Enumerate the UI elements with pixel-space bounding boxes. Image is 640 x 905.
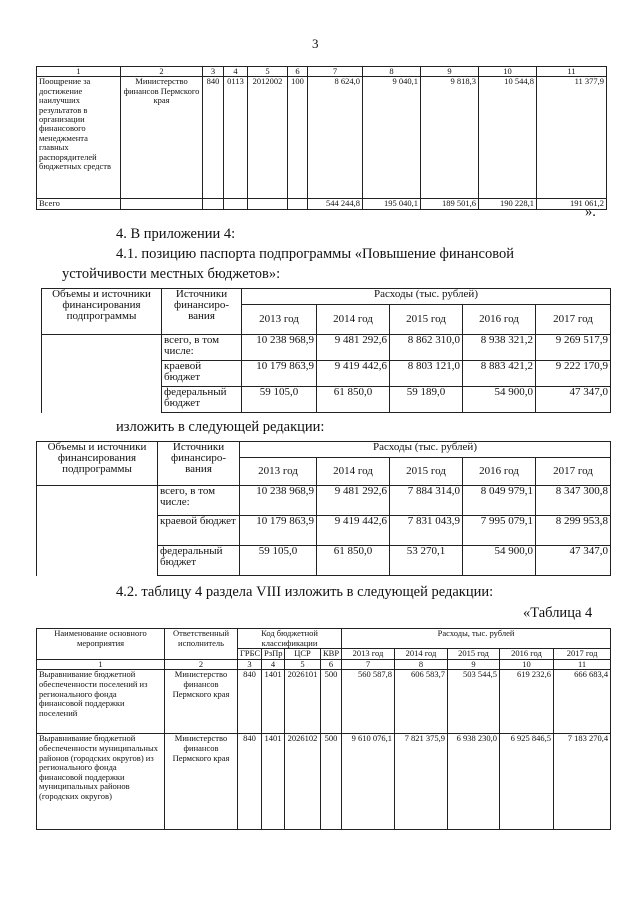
item-4-1-line2: устойчивости местных бюджетов»: xyxy=(62,266,281,282)
page-number: 3 xyxy=(312,36,319,51)
h-expenses: Расходы, тыс. рублей xyxy=(342,629,611,649)
volumes-label: Объемы и источники финансирования подпрограммы xyxy=(37,442,158,486)
row-executor: Министерство финансов Пермского края xyxy=(121,77,203,199)
volumes-label: Объемы и источники финансирования подпрограммы xyxy=(42,289,162,335)
h-executor: Ответственный исполнитель xyxy=(165,629,238,660)
table-row: Выравнивание бюджетной обеспеченности поселений из регионального фонда финансовой поддержки поселений Министерство финансов Пермского края 840 1401 2026101 500 560 587,8 606 583,7 503 544,5 619 232,6 666 683,4 xyxy=(37,670,611,734)
table-row: федеральный бюджет 59 105,0 61 850,0 53 270,1 54 900,0 47 347,0 xyxy=(37,546,611,576)
sources-label: Источники финансиро-вания xyxy=(158,442,240,486)
table-row: федеральный бюджет 59 105,0 61 850,0 59 189,0 54 900,0 47 347,0 xyxy=(42,387,611,413)
table-row: Поощрение за достижение наилучших результатов в организации финансового менеджмента главных распорядителей бюджетных средств Министерство финансов Пермского края 840 0113 2012002 100 8 624,0 9 040,1 9 818,3 10 544,8 11 377,9 xyxy=(37,77,607,199)
table-row: всего, в том числе: 10 238 968,9 9 481 292,6 7 884 314,0 8 049 979,1 8 347 300,8 xyxy=(37,486,611,516)
total-row: Всего 544 244,8 195 040,1 189 501,6 190 228,1 191 061,2 xyxy=(37,199,607,209)
table-row: краевой бюджет 10 179 863,9 9 419 442,6 8 803 121,0 8 883 421,2 9 222 170,9 xyxy=(42,361,611,387)
table4-label: «Таблица 4 xyxy=(523,605,593,621)
h-name: Наименование основного мероприятия xyxy=(37,629,165,660)
expenses-header: Расходы (тыс. рублей) xyxy=(240,442,611,458)
expenses-table-continuation xyxy=(36,66,607,210)
item-4-1-line1: 4.1. позицию паспорта подпрограммы «Повышение финансовой xyxy=(116,246,514,262)
row-name: Поощрение за достижение наилучших результатов в организации финансового менеджмента главных распорядителей бюджетных средств xyxy=(37,77,121,199)
table-header-numbers: 1 2 3 4 5 6 7 8 9 10 11 xyxy=(37,67,607,77)
table-row: Выравнивание бюджетной обеспеченности муниципальных районов (городских округов) из регионального фонда финансовой поддержки муниципальных районов (городских округов) Министерство финансов Пермского края 840 1401 2026102 500 9 610 076,1 7 821 375,9 6 938 230,0 6 925 846,5 7 183 270,4 xyxy=(37,734,611,830)
passport-table-new: Объемы и источники финансирования подпрограммы Источники финансиро-вания Расходы (тыс. рублей) 2013 год 2014 год 2015 год 2016 год 2017 год всего, в том числе: 10 238 968,9 9 481 292,6 7 884 314,0 8 049 979,1 8 347 300,8 краевой бюджет 10 179 863,9 9 419 442,6 7 831 043,9 7 995 079,1 8 299 953,8 федеральный бюджет 59 105,0 61 850,0 53 270,1 54 900,0 47 347,0 xyxy=(36,441,611,576)
table-4: Наименование основного мероприятия Ответственный исполнитель Код бюджетной классификации Расходы, тыс. рублей ГРБС РзПр ЦСР КВР 2013 год 2014 год 2015 год 2016 год 2017 год 1 2 3 4 5 6 7 8 9 10 11 Выравнивание бюджетной обеспеченности поселений из регионального фонда финансовой поддержки поселений Министерство финансов Пермского края 840 1401 2026101 500 560 587,8 606 583,7 503 544,5 619 232,6 666 683,4 Выравнивание бюджетной обеспеченности муниципальных районов (городских округов) из регионального фонда финансовой поддержки муниципальных районов (городских округов) Министерство финансов Пермского края 840 1401 2026102 500 9 610 076,1 7 821 375,9 6 938 230,0 6 925 846,5 7 183 270,4 xyxy=(36,628,611,830)
state-text: изложить в следующей редакции: xyxy=(116,419,325,435)
table-row: всего, в том числе: 10 238 968,9 9 481 292,6 8 862 310,0 8 938 321,2 9 269 517,9 xyxy=(42,335,611,361)
passport-table-old: Объемы и источники финансирования подпрограммы Источники финансиро-вания Расходы (тыс. рублей) 2013 год 2014 год 2015 год 2016 год 2017 год всего, в том числе: 10 238 968,9 9 481 292,6 8 862 310,0 8 938 321,2 9 269 517,9 краевой бюджет 10 179 863,9 9 419 442,6 8 803 121,0 8 883 421,2 9 222 170,9 федеральный бюджет 59 105,0 61 850,0 59 189,0 54 900,0 47 347,0 xyxy=(41,288,611,413)
sources-label: Источники финансиро-вания xyxy=(162,289,242,335)
table-row: краевой бюджет 10 179 863,9 9 419 442,6 7 831 043,9 7 995 079,1 8 299 953,8 xyxy=(37,516,611,546)
table-header-numbers: 1 2 3 4 5 6 7 8 9 10 11 xyxy=(37,659,611,670)
closing-quote: ». xyxy=(585,204,596,220)
expenses-header: Расходы (тыс. рублей) xyxy=(242,289,611,305)
item-4-2-heading: 4.2. таблицу 4 раздела VIII изложить в следующей редакции: xyxy=(116,584,494,600)
item-4-heading: 4. В приложении 4: xyxy=(116,226,236,242)
h-code: Код бюджетной классификации xyxy=(238,629,342,649)
